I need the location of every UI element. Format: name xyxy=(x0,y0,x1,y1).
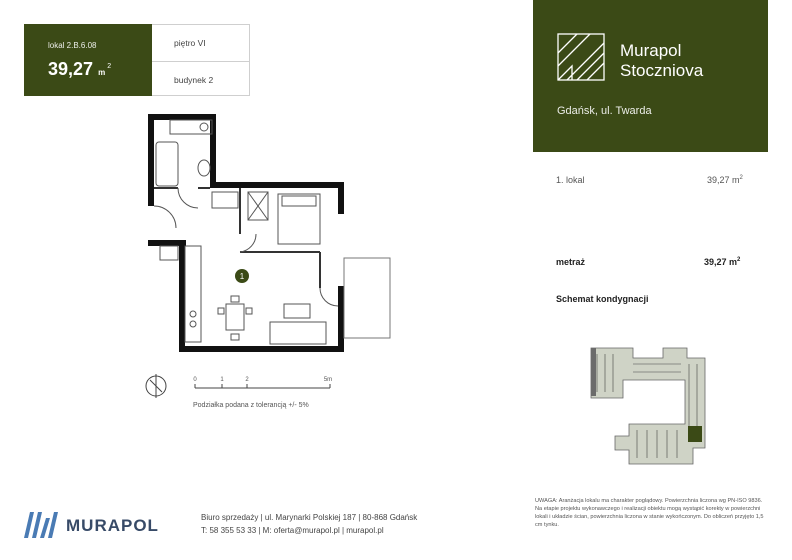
scale-tick: 0 xyxy=(193,377,197,383)
murapol-logo-icon xyxy=(24,512,60,538)
brand-name: Murapol Stoczniova xyxy=(620,41,704,80)
scale-tick: 5m xyxy=(323,377,333,383)
room-number: 1 xyxy=(239,272,245,281)
floor-plan xyxy=(130,108,395,368)
disclaimer-note: UWAGA: Aranżacja lokalu ma charakter poglądowy. Powierzchnia liczona wg PN-ISO 9836. Na etapie projektu wykonawczego i realizacji obiektu mogą wystąpić korekty w powierzchni lokali i układzie ścian, powierzchnia liczona w stanie wykończonym. Do obliczeń przyjęto 1,5 cm tynku. xyxy=(535,498,764,528)
brand-address: Gdańsk, ul. Twarda xyxy=(557,105,652,117)
scale-tick: 1 xyxy=(220,377,224,383)
scale-note: Podziałka podana z tolerancją +/- 5% xyxy=(193,402,309,409)
unit-label: lokal 2.B.6.08 xyxy=(48,41,97,50)
room-area: 39,27 $m^2$ xyxy=(707,175,743,185)
sales-office-phone-email: T: 58 355 53 33 | M: oferta@murapol.pl | murapol.pl xyxy=(201,526,384,535)
scale-bar xyxy=(140,370,340,402)
schema-title: Schemat kondygnacji xyxy=(556,294,649,304)
sales-office-contact xyxy=(201,511,417,537)
brand-logo-icon xyxy=(557,33,605,81)
unit-summary xyxy=(24,24,152,96)
sales-office-address: Biuro sprzedaży | ul. Marynarki Polskiej 187 | 80-868 Gdańsk xyxy=(201,513,418,522)
building-info: budynek 2 xyxy=(152,61,249,97)
brand-panel xyxy=(533,0,768,152)
unit-meta xyxy=(152,24,250,96)
floor-schema xyxy=(585,340,715,470)
unit-area: 39,27 $m^2$ xyxy=(48,59,112,79)
total-area: 39,27 $m^2$ xyxy=(704,257,741,267)
scale-tick: 2 xyxy=(245,377,249,383)
murapol-logo xyxy=(24,512,159,543)
room-label: 1. lokal xyxy=(556,175,585,185)
footer-logo-text: MURAPOL xyxy=(66,516,159,535)
floor-info: piętro VI xyxy=(174,38,206,48)
total-label: metraż xyxy=(556,257,586,267)
